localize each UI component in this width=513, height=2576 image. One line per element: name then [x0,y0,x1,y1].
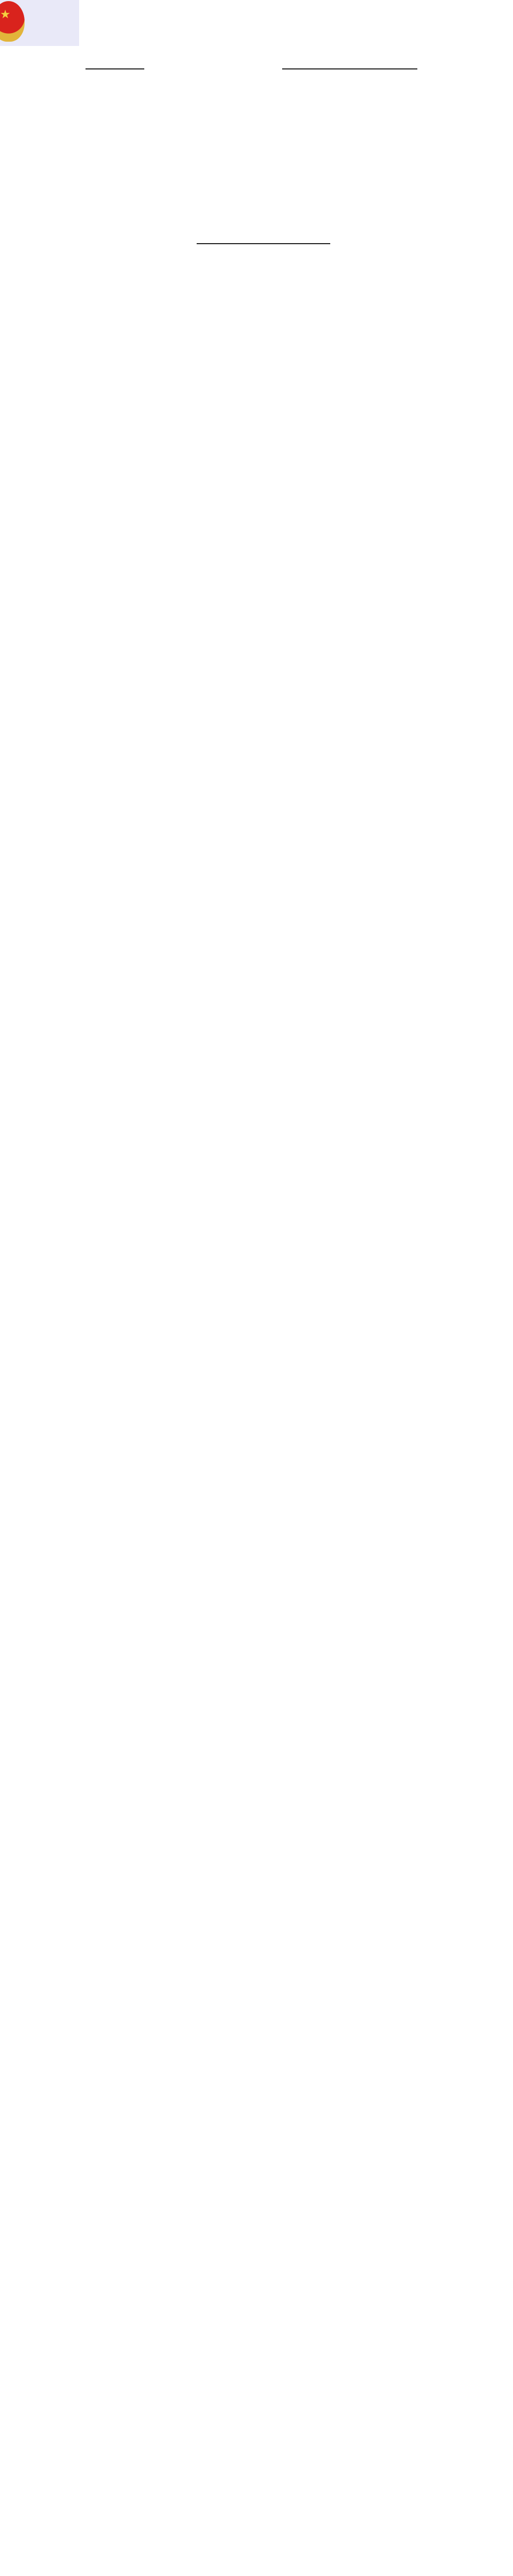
motto-underline [282,68,417,69]
subject-underline-bar [197,243,330,244]
document-number [49,150,53,165]
document-date [269,150,273,165]
issuer-underline [86,68,144,69]
page-1 [0,0,513,860]
national-emblem-icon: ★ [0,1,25,42]
digital-signature-box [0,0,79,46]
